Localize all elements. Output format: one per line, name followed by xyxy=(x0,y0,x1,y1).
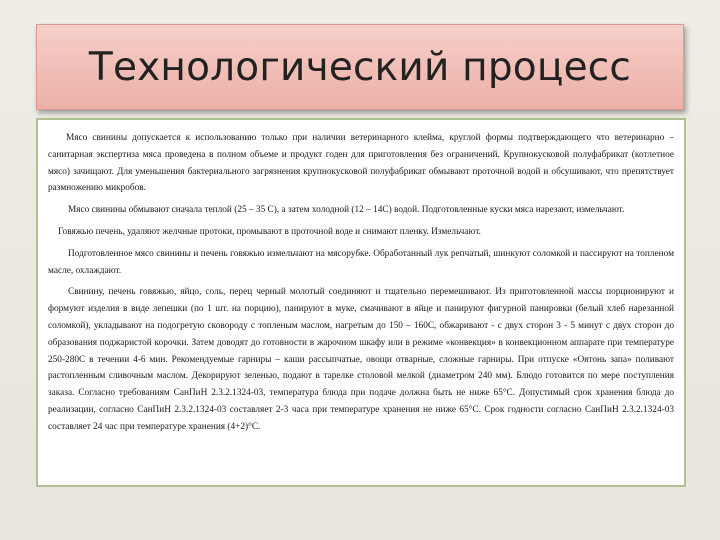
title-banner xyxy=(36,24,684,110)
paragraph: Мясо свинины обмывают сначала теплой (25 – 35 С), а затем холодной (12 – 14С) водой. Подготовленные куски мяса нарезают, измельчают. xyxy=(68,205,625,216)
slide-title: Технологический процесс xyxy=(88,44,632,90)
paragraph: Мясо свинины допускается к использованию только при наличии ветеринарного клейма, круглой формы подтверждающего что ветеринарно – санитарная экспертиза мяса проведена в полном объеме и продукт годен для приготовления без ограничений. Крупнокусковой полуфабрикат (котлетное мясо) зачищают. Для уменьшения бактериального загрязнения крупнокусковой полуфабрикат обмывают проточной водой и обсушивают, что препятствует размножению микробов. xyxy=(48,133,674,194)
paragraph: Говяжью печень, удаляют желчные протоки, промывают в проточной воде и снимают пленку. Измельчают. xyxy=(58,226,481,237)
paragraph: Свинину, печень говяжью, яйцо, соль, перец черный молотый соединяют и тщательно перемешивают. Из приготовленной массы порционируют и формуют изделия в виде лепешки (по 1 шт. на порцию), панируют в муке, смачивают в яйце и панируют фигурной панировки (белый хлеб нарезанной соломкой), укладывают на подогретую сковороду с топленым маслом, нагретым до 150 – 160С, обжаривают - с двух сторон 3 - 5 минут с двух сторон до образования поджаристой корочки. Затем доводят до готовности в жарочном шкафу или в режиме «конвекция» в конвекционном аппарате при температуре 250-280С в течении 4-6 мин. Рекомендуемые гарниры – каши рассыпчатые, овощи отварные, сложные гарниры. При отпуске «Оятонь запа» поливают растопленным сливочным маслом. Декорируют зеленью, подают в тарелке столовой мелкой (диаметром 240 мм). Блюдо готовится по мере поступления заказа. Согласно требованиям СанПиН 2.3.2.1324-03, температура блюда при подаче должна быть не ниже 65°С. Допустимый срок хранения блюда до реализации, согласно СанПиН 2.3.2.1324-03 составляет 2-3 часа при температуре хранения не ниже 65°С. Срок годности согласно СанПиН 2.3.2.1324-03 составляет 24 час при температуре хранения (4+2)°С. xyxy=(48,287,674,432)
content-box xyxy=(36,118,686,487)
paragraph: Подготовленное мясо свинины и печень говяжью измельчают на мясорубке. Обработанный лук репчатый, шинкуют соломкой и пассируют на топленом масле, охлаждают. xyxy=(48,248,674,276)
